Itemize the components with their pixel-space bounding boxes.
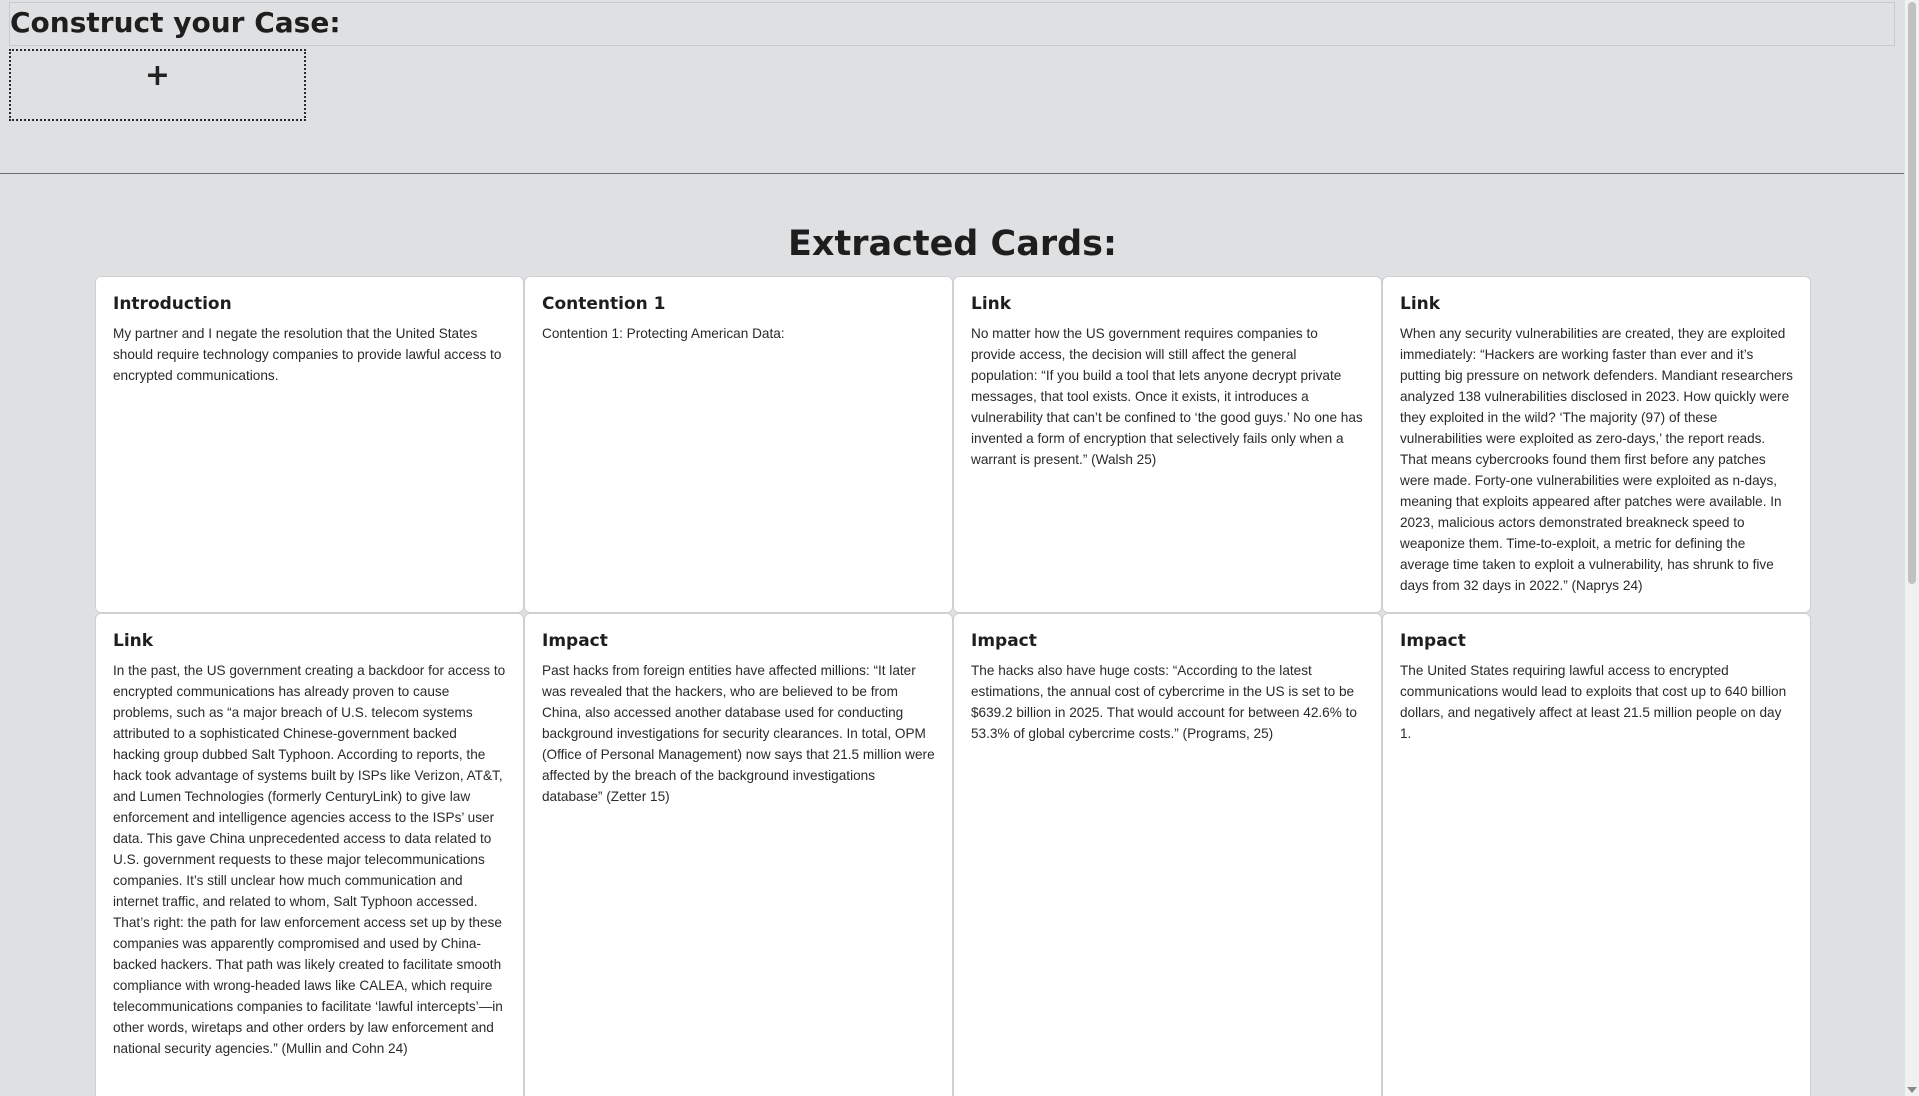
card-title: Impact: [542, 631, 608, 651]
card-contention-1[interactable]: [524, 276, 953, 613]
card-link-2[interactable]: [1382, 276, 1811, 613]
card-impact-3[interactable]: [1382, 613, 1811, 1096]
card-text: The United States requiring lawful access to encrypted communications would lead to exploits that cost up to 640 billion dollars, and negatively affect at least 21.5 million people on day 1.: [1400, 663, 1787, 741]
card-title: Link: [971, 294, 1012, 314]
scroll-down-arrow-icon[interactable]: [1907, 1087, 1917, 1093]
card-title: Link: [1400, 294, 1441, 314]
card-text: My partner and I negate the resolution that the United States should require technology companies to provide lawful access to encrypted communications.: [113, 326, 502, 383]
construct-section: [0, 0, 1905, 174]
card-text: Contention 1: Protecting American Data:: [542, 326, 785, 341]
card-introduction[interactable]: [95, 276, 524, 613]
card-text: The hacks also have huge costs: “According to the latest estimations, the annual cost of cybercrime in the US is set to be $639.2 billion in 2025. That would account for between 42.6% to 53.3% of global cybercrime costs.” (Programs, 25): [971, 663, 1357, 741]
card-title: Impact: [971, 631, 1037, 651]
construct-title: Construct your Case:: [10, 6, 341, 39]
card-title: Contention 1: [542, 294, 666, 314]
add-card-button[interactable]: [9, 49, 306, 121]
extracted-cards-title: Extracted Cards:: [788, 224, 1117, 264]
card-link-3[interactable]: [95, 613, 524, 1096]
construct-header: [9, 2, 1895, 46]
vertical-scrollbar[interactable]: [1904, 0, 1919, 1096]
card-impact-2[interactable]: [953, 613, 1382, 1096]
card-text: When any security vulnerabilities are created, they are exploited immediately: “Hackers are working faster than ever and it’s putting big pressure on network defenders. Mandiant researchers analyzed 138 vulnerabilities disclosed in 2023. How quickly were they exploited in the wild? ‘The majority (97) of these vulnerabilities were exploited as zero-days,’ the report reads. That means cybercrooks found them first before any patches were made. Forty-one vulnerabilities were exploited as n-days, meaning that exploits appeared after patches were available. In 2023, malicious actors demonstrated breakneck speed to weaponize them. Time-to-exploit, a metric for defining the average time taken to exploit a vulnerability, has shrunk to five days from 32 days in 2022.” (Naprys 24): [1400, 326, 1793, 593]
card-title: Introduction: [113, 294, 232, 314]
card-link-1[interactable]: [953, 276, 1382, 613]
card-text: No matter how the US government requires companies to provide access, the decision will still affect the general population: “If you build a tool that lets anyone decrypt private messages, that tool exists. Once it exists, it introduces a vulnerability that can’t be confined to ‘the good guys.’ No one has invented a form of encryption that selectively fails only when a warrant is present.” (Walsh 25): [971, 326, 1363, 467]
card-text: Past hacks from foreign entities have affected millions: “It later was revealed that the hackers, who are believed to be from China, also accessed another database used for conducting background investigations for security clearances. In total, OPM (Office of Personal Management) now says that 21.5 million were affected by the breach of the background investigations database” (Zetter 15): [542, 663, 935, 804]
card-text: In the past, the US government creating a backdoor for access to encrypted communications has already proven to cause problems, such as “a major breach of U.S. telecom systems attributed to a sophisticated Chinese-government backed hacking group dubbed Salt Typhoon. According to reports, the hack took advantage of systems built by ISPs like Verizon, AT&T, and Lumen Technologies (formerly CenturyLink) to give law enforcement and intelligence agencies access to the ISPs’ user data. This gave China unprecedented access to data related to U.S. government requests to these major telecommunications companies. It’s still unclear how much communication and internet traffic, and related to whom, Salt Typhoon accessed. That’s right: the path for law enforcement access set up by these companies was apparently compromised and used by China-backed hackers. That path was likely created to facilitate smooth compliance with wrong-headed laws like CALEA, which require telecommunications companies to facilitate ‘lawful intercepts’—in other words, wiretaps and other orders by law enforcement and national security agencies.” (Mullin and Cohn 24): [113, 663, 506, 1056]
extracted-cards-grid: [95, 276, 1811, 1096]
card-impact-1[interactable]: [524, 613, 953, 1096]
scrollbar-thumb[interactable]: [1908, 2, 1916, 584]
card-title: Impact: [1400, 631, 1466, 651]
card-title: Link: [113, 631, 154, 651]
plus-icon: +: [144, 58, 171, 93]
